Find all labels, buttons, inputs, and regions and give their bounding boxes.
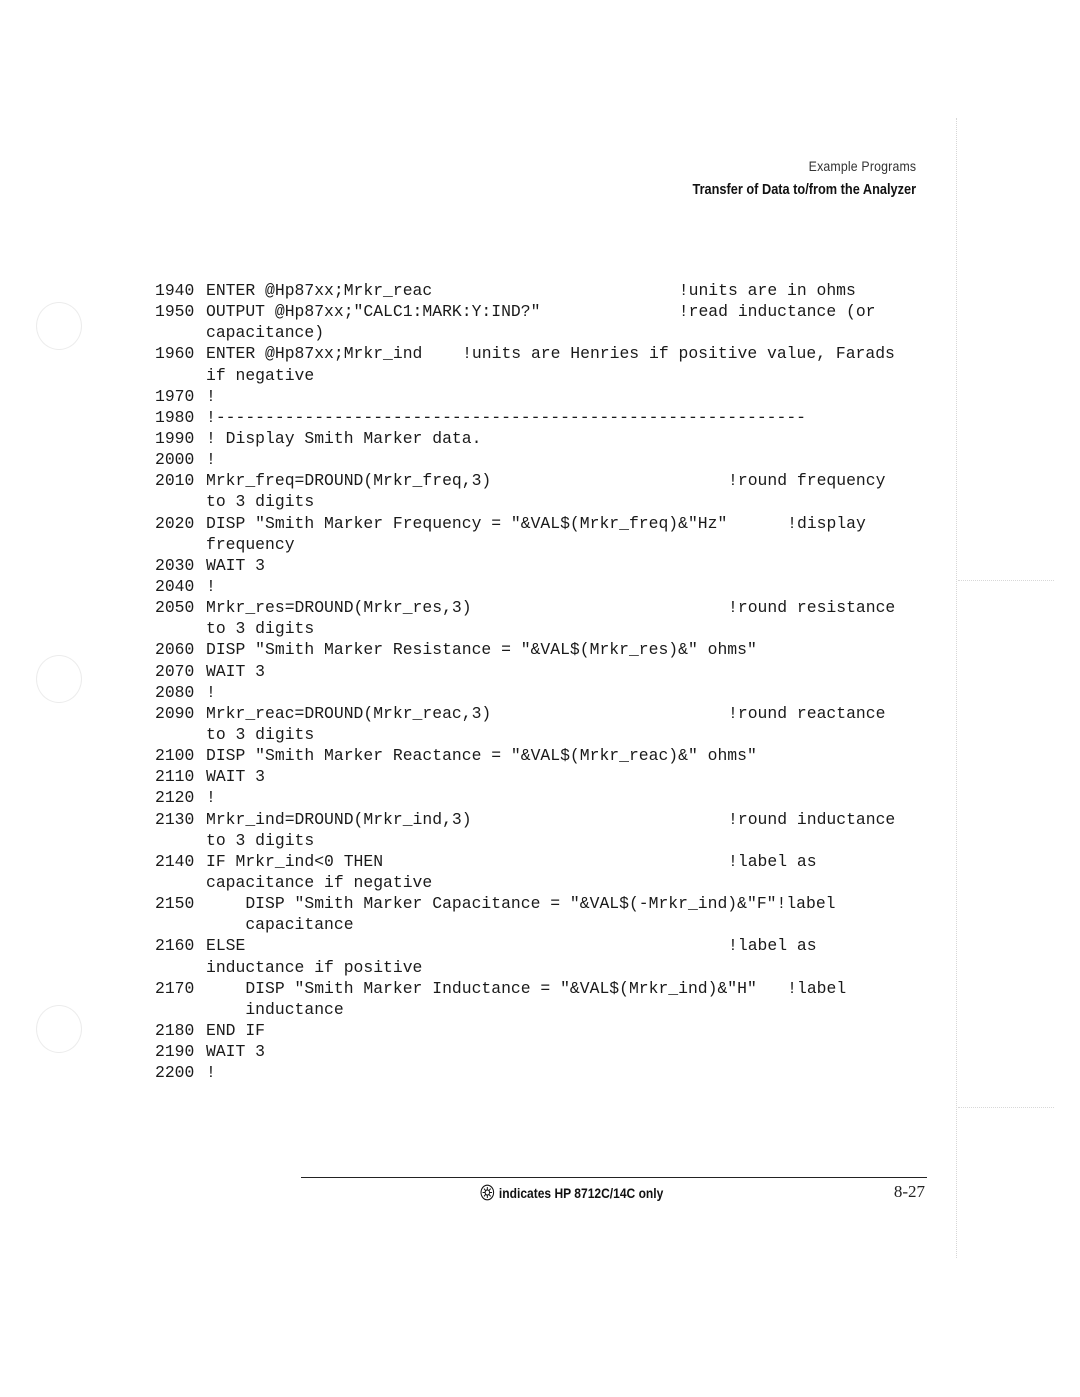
line-number: 2110 (155, 767, 195, 787)
code-line (155, 618, 930, 639)
line-number: 2030 (155, 555, 195, 575)
code-comment: !units are in ohms (678, 281, 856, 300)
code-line (155, 914, 930, 935)
code-line (155, 322, 930, 343)
code-statement: ! (206, 386, 216, 406)
line-number: 2050 (155, 598, 195, 618)
line-number: 2080 (155, 682, 195, 702)
code-statement: WAIT 3 (206, 661, 266, 681)
code-statement: ENTER @Hp87xx;Mrkr_reac (206, 281, 433, 300)
code-line (155, 365, 930, 386)
code-line (155, 301, 930, 322)
line-number: 1990 (155, 428, 195, 448)
code-comment: !display (787, 513, 866, 533)
line-number: 2100 (155, 746, 195, 766)
code-continuation: capacitance (206, 915, 354, 935)
line-number: 2000 (155, 450, 195, 470)
code-comment: !round inductance (728, 809, 896, 829)
page-edge-tick (958, 580, 1054, 581)
code-line (155, 661, 930, 682)
code-statement: DISP "Smith Marker Frequency = "&VAL$(Mrkr_freq)&"Hz" (206, 513, 728, 533)
code-line (155, 639, 930, 660)
code-line (155, 470, 930, 491)
page-number: 8-27 (893, 1182, 925, 1201)
footer-rule (301, 1177, 927, 1178)
code-statement: DISP "Smith Marker Capacitance = "&VAL$(-Mrkr_ind)&"F"!label (206, 894, 836, 914)
line-number: 1980 (155, 407, 195, 427)
code-line (155, 745, 930, 766)
code-line (155, 999, 930, 1020)
running-header-section: Example Programs (808, 158, 916, 174)
code-line (155, 555, 930, 576)
line-number: 2040 (155, 576, 195, 596)
line-number: 2140 (155, 851, 195, 871)
line-number: 2020 (155, 513, 195, 533)
code-statement: Mrkr_reac=DROUND(Mrkr_reac,3) (206, 703, 492, 723)
code-line (155, 851, 930, 872)
code-comment: !label (787, 978, 847, 998)
code-statement: Mrkr_res=DROUND(Mrkr_res,3) (206, 598, 472, 618)
code-line (155, 576, 930, 597)
code-line (155, 1062, 930, 1083)
code-statement: WAIT 3 (206, 1042, 266, 1062)
code-statement: Mrkr_freq=DROUND(Mrkr_freq,3) (206, 471, 492, 491)
code-continuation: inductance if positive (206, 957, 423, 977)
code-line (155, 1041, 930, 1062)
code-comment: !read inductance (or (678, 302, 876, 322)
code-continuation: capacitance) (206, 323, 325, 343)
code-statement: ! (206, 576, 216, 596)
code-statement: WAIT 3 (206, 555, 266, 575)
code-line (155, 491, 930, 512)
code-statement: ! (206, 682, 216, 702)
code-continuation: to 3 digits (206, 830, 315, 850)
hp-8712c-indicator-icon (480, 1184, 495, 1201)
code-comment: !round frequency (728, 471, 886, 491)
footer-note (480, 1184, 663, 1201)
line-number: 2070 (155, 661, 195, 681)
code-comment: !units are Henries if positive value, Farads (462, 344, 895, 364)
code-line (155, 449, 930, 470)
code-line (155, 534, 930, 555)
line-number: 2120 (155, 788, 195, 808)
line-number: 2010 (155, 471, 195, 491)
line-number: 2150 (155, 894, 195, 914)
code-statement: ENTER @Hp87xx;Mrkr_ind (206, 344, 423, 364)
page-edge-line (956, 118, 957, 1258)
line-number: 2200 (155, 1063, 195, 1083)
code-comment: !label as (728, 936, 817, 956)
code-statement: WAIT 3 (206, 767, 266, 787)
code-line (155, 935, 930, 956)
code-line (155, 957, 930, 978)
code-statement: DISP "Smith Marker Reactance = "&VAL$(Mrkr_reac)&" ohms" (206, 746, 757, 766)
line-number: 1940 (155, 281, 195, 300)
code-statement: ! (206, 450, 216, 470)
code-statement: ELSE (206, 936, 246, 956)
code-continuation: to 3 digits (206, 619, 315, 639)
code-statement: Mrkr_ind=DROUND(Mrkr_ind,3) (206, 809, 472, 829)
code-continuation: to 3 digits (206, 492, 315, 512)
hole-punch-mark (36, 1005, 82, 1053)
line-number: 2170 (155, 978, 195, 998)
code-line (155, 682, 930, 703)
code-line (155, 597, 930, 618)
code-continuation: capacitance if negative (206, 872, 433, 892)
code-line (155, 280, 930, 301)
running-header-chapter: Transfer of Data to/from the Analyzer (692, 182, 916, 198)
code-listing (155, 280, 930, 1083)
code-line (155, 1020, 930, 1041)
code-line (155, 386, 930, 407)
page-edge-tick (958, 1107, 1054, 1108)
code-comment: !label as (728, 851, 817, 871)
footer-note-text: indicates HP 8712C/14C only (498, 1184, 664, 1201)
code-line (155, 978, 930, 999)
code-line (155, 407, 930, 428)
code-statement: !------------------------------------------------------------ (206, 407, 806, 427)
code-line (155, 428, 930, 449)
code-line (155, 830, 930, 851)
line-number: 1950 (155, 302, 195, 322)
code-statement: IF Mrkr_ind<0 THEN (206, 851, 384, 871)
line-number: 2130 (155, 809, 195, 829)
code-continuation: frequency (206, 534, 295, 554)
code-line (155, 724, 930, 745)
hole-punch-mark (36, 302, 82, 350)
code-line (155, 703, 930, 724)
line-number: 2090 (155, 703, 195, 723)
code-line (155, 766, 930, 787)
code-statement: ! (206, 788, 216, 808)
code-line (155, 872, 930, 893)
code-statement: END IF (206, 1020, 266, 1040)
line-number: 2160 (155, 936, 195, 956)
line-number: 1970 (155, 386, 195, 406)
code-statement: DISP "Smith Marker Inductance = "&VAL$(Mrkr_ind)&"H" (206, 978, 757, 998)
code-statement: DISP "Smith Marker Resistance = "&VAL$(Mrkr_res)&" ohms" (206, 640, 757, 660)
code-line (155, 809, 930, 830)
code-statement: ! Display Smith Marker data. (206, 428, 482, 448)
code-statement: ! (206, 1063, 216, 1083)
code-line (155, 787, 930, 808)
code-line (155, 343, 930, 364)
code-comment: !round reactance (728, 703, 886, 723)
line-number: 2180 (155, 1020, 195, 1040)
line-number: 2190 (155, 1042, 195, 1062)
code-statement: OUTPUT @Hp87xx;"CALC1:MARK:Y:IND?" (206, 302, 541, 322)
code-line (155, 513, 930, 534)
hole-punch-mark (36, 655, 82, 703)
line-number: 2060 (155, 640, 195, 660)
code-line (155, 893, 930, 914)
line-number: 1960 (155, 344, 195, 364)
code-comment: !round resistance (728, 598, 896, 618)
code-continuation: if negative (206, 365, 315, 385)
code-continuation: inductance (206, 999, 344, 1019)
code-continuation: to 3 digits (206, 724, 315, 744)
